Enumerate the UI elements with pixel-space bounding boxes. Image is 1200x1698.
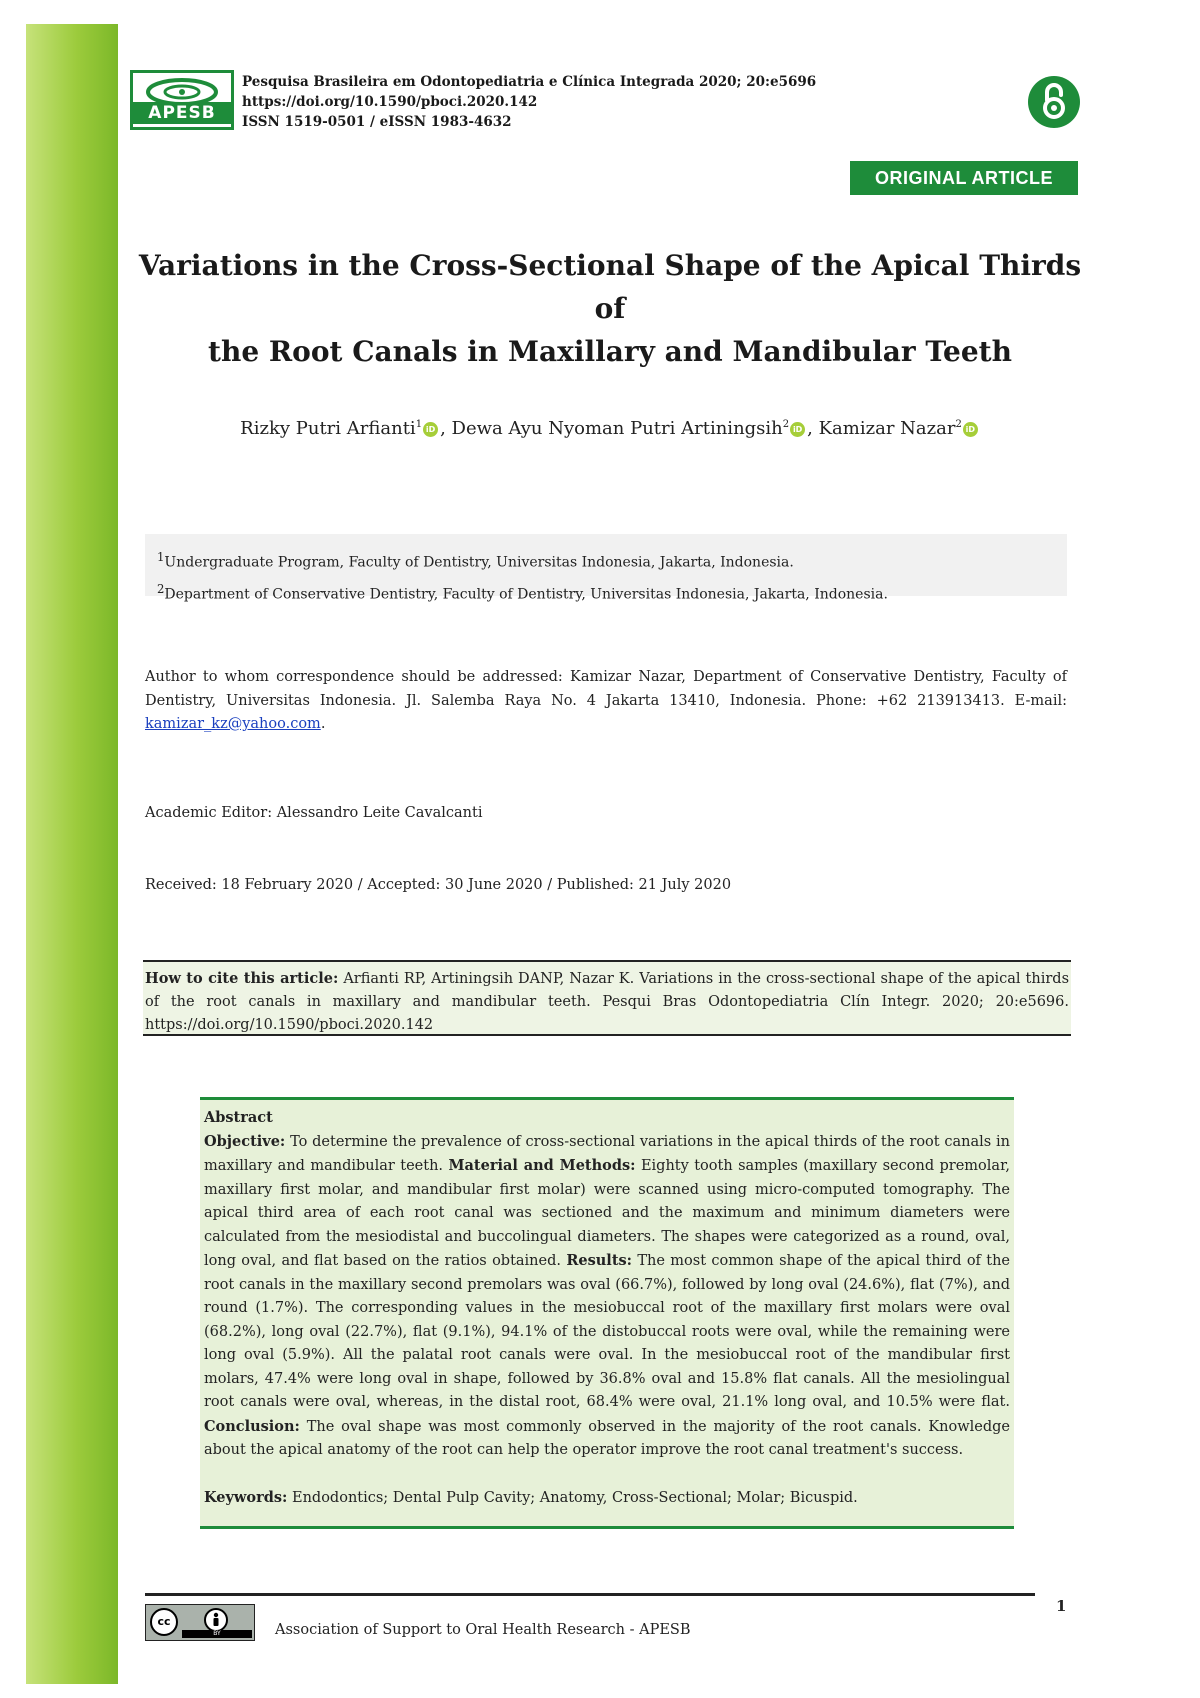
cite-label: How to cite this article: (145, 970, 339, 987)
how-to-cite-box (143, 960, 1071, 1036)
journal-citation-line: Pesquisa Brasileira em Odontopediatria e Clínica Integrada 2020; 20:e5696 (242, 74, 817, 90)
footer-divider (145, 1593, 1035, 1596)
conclusion-text: The oval shape was most commonly observed in the majority of the root canals. Knowledge about the apical anatomy of the root can help the operator improve the root canal treatment's success. (204, 1418, 1010, 1458)
academic-editor: Academic Editor: Alessandro Leite Cavalcanti (145, 805, 483, 821)
affiliation-item: $^2$Department of Conservative Dentistry, Faculty of Dentistry, Universitas Indonesia, Jakarta, Indonesia. (157, 581, 888, 603)
author-list: Rizky Putri Arfianti$^1$ iD , Dewa Ayu Nyoman Putri Artiningsih$^2$ iD , Kamizar Nazar$^2$ iD (130, 418, 1090, 439)
objective-text: To determine the prevalence of cross-sectional variations in the apical thirds of the root canals in maxillary and mandibular teeth. (204, 1133, 1010, 1174)
license-by-label: BY (182, 1630, 252, 1638)
abstract-body (204, 1130, 1010, 1463)
decorative-sidebar (26, 24, 118, 1684)
article-type-badge: ORIGINAL ARTICLE (850, 161, 1078, 195)
correspondence-note: Author to whom correspondence should be addressed: Kamizar Nazar, Department of Conservative Dentistry, Faculty of Dentistry, Universitas Indonesia. Jl. Salemba Raya No. 4 Jakarta 13410, Indonesia. Phone: +62 213913413. E-mail: kamizar_kz@yahoo.com. (145, 669, 1067, 732)
correspondence-email-link[interactable]: kamizar_kz@yahoo.com (145, 716, 321, 732)
cc-by-license-icon[interactable] (145, 1604, 255, 1641)
results-label: Results: (566, 1252, 633, 1269)
publication-dates: Received: 18 February 2020 / Accepted: 30 June 2020 / Published: 21 July 2020 (145, 877, 732, 893)
article-title (130, 244, 1090, 373)
journal-info (242, 72, 816, 132)
author-name: Rizky Putri Arfianti (240, 418, 416, 439)
orcid-icon[interactable]: iD (423, 422, 438, 437)
keywords (204, 1486, 1010, 1511)
association-name: Association of Support to Oral Health Research - APESB (275, 1622, 691, 1638)
journal-issn: ISSN 1519-0501 / eISSN 1983-4632 (242, 114, 512, 130)
logo-text: APESB (133, 102, 231, 124)
journal-doi[interactable]: https://doi.org/10.1590/pboci.2020.142 (242, 94, 538, 110)
author-affiliation-mark: 2 (782, 419, 790, 430)
cite-text: Arfianti RP, Artiningsih DANP, Nazar K. Variations in the cross-sectional shape of the apical thirds of the root canals in maxillary and mandibular teeth. Pesqui Bras Odontopediatria Clín Integr. 2020; 20:e5696. https://doi.org/10.1590/pboci.2020.142 (145, 971, 1070, 1033)
abstract-box (200, 1097, 1014, 1529)
keywords-label: Keywords: (204, 1489, 288, 1506)
keywords-text: Endodontics; Dental Pulp Cavity; Anatomy, Cross-Sectional; Molar; Bicuspid. (292, 1490, 858, 1506)
journal-header (130, 70, 1090, 140)
author-name: Dewa Ayu Nyoman Putri Artiningsih (451, 418, 783, 439)
page-number: 1 (1056, 1597, 1067, 1615)
methods-label: Material and Methods: (448, 1157, 636, 1174)
correspondence-text: Author to whom correspondence should be addressed: Kamizar Nazar, Department of Conservative Dentistry, Faculty of Dentistry, Universitas Indonesia. Jl. Salemba Raya No. 4 Jakarta 13410, Indonesia. Phone: +62 213913413. E-mail: (145, 669, 1067, 709)
author-name: Kamizar Nazar (818, 418, 956, 439)
objective-label: Objective: (204, 1132, 286, 1150)
apesb-logo (130, 70, 234, 130)
attribution-person-icon (204, 1608, 228, 1632)
orcid-icon[interactable]: iD (790, 422, 805, 437)
cc-icon: cc (150, 1608, 178, 1636)
title-line-2: the Root Canals in Maxillary and Mandibular Teeth (208, 335, 1012, 368)
author-affiliation-mark: 1 (415, 419, 423, 430)
title-line-1: Variations in the Cross-Sectional Shape of the Apical Thirds of (138, 249, 1082, 325)
open-access-lock-icon (1028, 76, 1080, 128)
results-text: The most common shape of the apical third of the root canals in the maxillary second premolars was oval (66.7%), followed by long oval (24.6%), flat (7%), and round (1.7%). The corresponding values in the mesiobuccal root of the maxillary first molars were oval (68.2%), long oval (22.7%), flat (9.1%), 94.1% of the distobuccal roots were oval, while the remaining were long oval (5.9%). All the palatal root canals were oval. In the mesiobuccal root of the mandibular first molars, 47.4% were long oval in shape, followed by 36.8% oval and 15.8% flat canals. All the mesiolingual root canals were oval, whereas, in the distal root, 68.4% were oval, 21.1% long oval, and 10.5% were flat. (204, 1253, 1010, 1410)
affiliation-item: $^1$Undergraduate Program, Faculty of Dentistry, Universitas Indonesia, Jakarta, Indonesia. (157, 550, 794, 571)
author-affiliation-mark: 2 (955, 419, 962, 430)
abstract-heading: Abstract (204, 1109, 273, 1126)
orcid-icon[interactable]: iD (963, 422, 978, 437)
methods-text: Eighty tooth samples (maxillary second premolar, maxillary first molar, and mandibular first molar) were scanned using micro-computed tomography. The apical third area of each root canal was sectioned and the maximum and minimum diameters were calculated from the mesiodistal and buccolingual diameters. The shapes were categorized as a round, oval, long oval, and flat based on the ratios obtained. (204, 1158, 1011, 1269)
affiliations-box (145, 534, 1067, 603)
conclusion-label: Conclusion: (204, 1417, 300, 1435)
